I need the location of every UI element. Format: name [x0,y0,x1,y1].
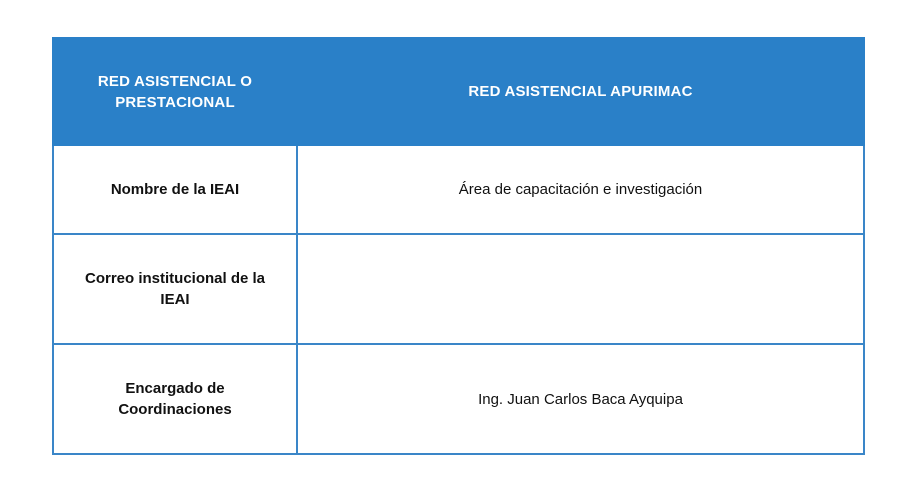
row-value-nombre: Área de capacitación e investigación [297,145,864,234]
header-label-column: RED ASISTENCIAL O PRESTACIONAL [53,38,297,145]
header-value-column: RED ASISTENCIAL APURIMAC [297,38,864,145]
table-row [53,344,864,454]
row-value-correo [297,234,864,344]
table-row [53,145,864,234]
header-row [53,38,864,145]
row-label-encargado: Encargado de Coordinaciones [53,344,297,454]
table-header [53,38,864,145]
info-table [52,37,865,455]
row-value-encargado: Ing. Juan Carlos Baca Ayquipa [297,344,864,454]
row-label-correo: Correo institucional de la IEAI [53,234,297,344]
table-body [53,145,864,454]
table-row [53,234,864,344]
row-label-nombre: Nombre de la IEAI [53,145,297,234]
